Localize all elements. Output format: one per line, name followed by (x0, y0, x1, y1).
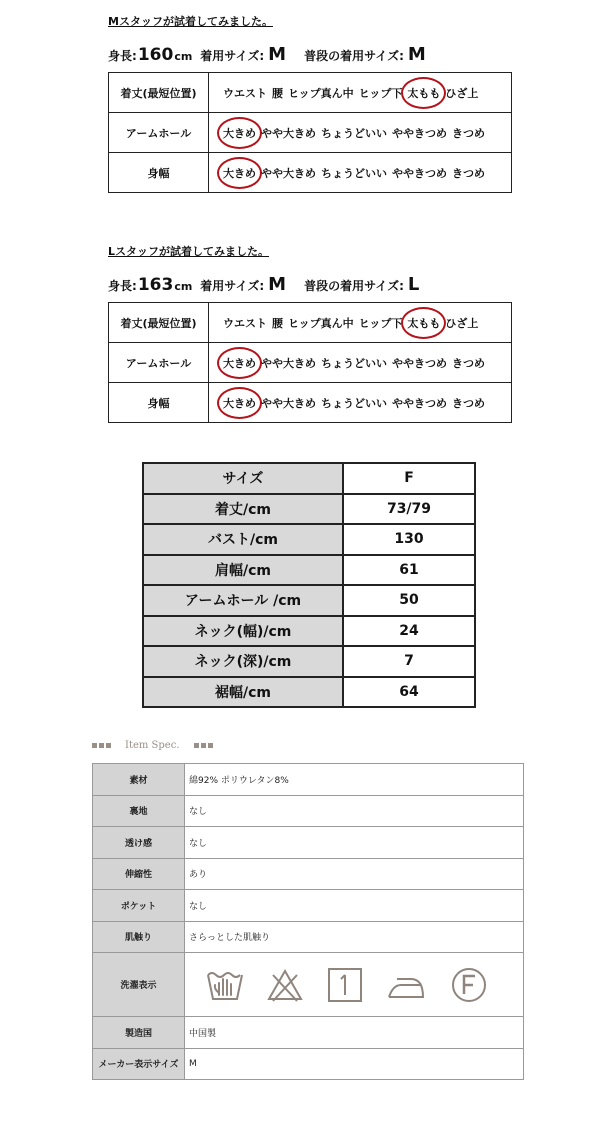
size-row (143, 524, 475, 555)
fit-option: ヒップ真ん中 (288, 316, 354, 330)
wear-size-label: 着用サイズ: (200, 279, 265, 293)
item-spec-title (92, 738, 215, 752)
usual-size: M (407, 44, 426, 65)
fit-option: やや大きめ (261, 126, 316, 140)
wear-size: M (268, 44, 287, 65)
fit-option: やや大きめ (261, 356, 316, 370)
care-icons (189, 965, 523, 1005)
spec-key: 裏地 (93, 795, 185, 827)
spec-value: なし (185, 795, 524, 827)
spec-value: M (185, 1048, 524, 1080)
height-unit: cm (174, 50, 193, 63)
size-header-value: F (343, 463, 475, 494)
fit-option: ヒップ真ん中 (288, 86, 354, 100)
spec-key: 洗濯表示 (93, 953, 185, 1017)
fit-row (109, 113, 512, 153)
spec-value: あり (185, 858, 524, 890)
size-row (143, 646, 475, 677)
fit-row-label: 身幅 (109, 153, 209, 193)
size-row-value: 130 (343, 524, 475, 555)
size-row-label: バスト/cm (143, 524, 343, 555)
size-row-label: ネック(深)/cm (143, 646, 343, 677)
dry-clean-f-icon (449, 965, 489, 1005)
fit-option: やや大きめ (261, 396, 316, 410)
fit-option: きつめ (452, 166, 485, 180)
fit-row-options (209, 383, 512, 423)
size-row-label: 裾幅/cm (143, 677, 343, 708)
spec-key: メーカー表示サイズ (93, 1048, 185, 1080)
height-unit: cm (174, 280, 193, 293)
usual-size-label: 普段の着用サイズ: (304, 49, 404, 63)
size-row-value: 50 (343, 585, 475, 616)
spec-key: 素材 (93, 764, 185, 796)
spec-row (93, 1017, 524, 1049)
height-value: 163 (137, 275, 174, 295)
spec-row (93, 795, 524, 827)
fit-row-options (209, 343, 512, 383)
size-row (143, 677, 475, 708)
item-spec-table (92, 763, 524, 1080)
spec-key: 透け感 (93, 827, 185, 859)
fit-option: ヒップ下 (358, 86, 403, 100)
spec-value: なし (185, 890, 524, 922)
fit-option: ちょうどいい (321, 396, 387, 410)
spec-row (93, 827, 524, 859)
fit-option: ややきつめ (392, 166, 447, 180)
fit-row-options (209, 113, 512, 153)
size-row-value: 61 (343, 555, 475, 586)
fit-table (108, 72, 512, 193)
size-table-header (143, 463, 475, 494)
spec-row (93, 890, 524, 922)
spec-key: 伸縮性 (93, 858, 185, 890)
fit-row (109, 153, 512, 193)
fit-option-selected: 太もも (407, 86, 441, 100)
wear-size: M (268, 274, 287, 295)
fit-row-options (209, 303, 512, 343)
item-spec-title-text: Item Spec. (125, 739, 180, 751)
fit-option-selected: 大きめ (223, 166, 256, 180)
fit-option: ちょうどいい (321, 356, 387, 370)
hang-dry-icon (325, 965, 365, 1005)
staff-heading: Lスタッフが試着してみました。 (108, 245, 270, 258)
fit-option: きつめ (452, 356, 485, 370)
fit-row-options (209, 153, 512, 193)
size-row (143, 585, 475, 616)
size-row (143, 494, 475, 525)
spec-row (93, 1048, 524, 1080)
fit-option-selected: 大きめ (223, 356, 256, 370)
hand-wash-icon (205, 965, 245, 1005)
fit-row (109, 73, 512, 113)
fit-option: やや大きめ (261, 166, 316, 180)
fit-option-selected: 大きめ (223, 396, 256, 410)
spec-row (93, 858, 524, 890)
fit-option: ややきつめ (392, 126, 447, 140)
size-row-label: ネック(幅)/cm (143, 616, 343, 647)
spec-value: 中国製 (185, 1017, 524, 1049)
staff-block-l (108, 244, 512, 423)
fit-option: ヒップ下 (358, 316, 403, 330)
spec-key: ポケット (93, 890, 185, 922)
spec-row (93, 764, 524, 796)
size-row (143, 555, 475, 586)
fit-option: ひざ上 (445, 316, 479, 330)
spec-value: 綿92% ポリウレタン8% (185, 764, 524, 796)
wear-size-label: 着用サイズ: (200, 49, 265, 63)
fit-option: 腰 (272, 316, 283, 330)
fit-option: ちょうどいい (321, 166, 387, 180)
spec-key: 製造国 (93, 1017, 185, 1049)
spec-value: さらっとした肌触り (185, 921, 524, 953)
fit-table (108, 302, 512, 423)
size-row-value: 7 (343, 646, 475, 677)
fit-row-label: アームホール (109, 343, 209, 383)
height-label: 身長: (108, 49, 137, 63)
staff-info (108, 44, 512, 68)
fit-option: ちょうどいい (321, 126, 387, 140)
fit-option: ウエスト (223, 86, 267, 100)
size-row-label: 着丈/cm (143, 494, 343, 525)
size-header-label: サイズ (143, 463, 343, 494)
fit-row-label: 着丈(最短位置) (109, 303, 209, 343)
size-row-value: 64 (343, 677, 475, 708)
fit-row-label: 着丈(最短位置) (109, 73, 209, 113)
size-row-value: 24 (343, 616, 475, 647)
size-table (142, 462, 476, 708)
fit-option-selected: 大きめ (223, 126, 256, 140)
spec-row (93, 953, 524, 1017)
usual-size-label: 普段の着用サイズ: (304, 279, 404, 293)
staff-heading: Mスタッフが試着してみました。 (108, 15, 273, 28)
size-row-value: 73/79 (343, 494, 475, 525)
low-iron-icon (385, 965, 429, 1005)
fit-option: きつめ (452, 126, 485, 140)
size-row-label: 肩幅/cm (143, 555, 343, 586)
size-row (143, 616, 475, 647)
height-label: 身長: (108, 279, 137, 293)
staff-block-m (108, 14, 512, 193)
spec-key: 肌触り (93, 921, 185, 953)
fit-row (109, 383, 512, 423)
fit-option: ウエスト (223, 316, 267, 330)
spec-value: なし (185, 827, 524, 859)
fit-option: 腰 (272, 86, 283, 100)
fit-row-options (209, 73, 512, 113)
fit-option: ややきつめ (392, 356, 447, 370)
size-row-label: アームホール /cm (143, 585, 343, 616)
height-value: 160 (137, 45, 174, 65)
fit-row-label: アームホール (109, 113, 209, 153)
fit-option-selected: 太もも (407, 316, 441, 330)
fit-row-label: 身幅 (109, 383, 209, 423)
fit-row (109, 343, 512, 383)
spec-value (185, 953, 524, 1017)
fit-row (109, 303, 512, 343)
staff-info (108, 274, 512, 298)
fit-option: ややきつめ (392, 396, 447, 410)
usual-size: L (407, 274, 420, 295)
no-bleach-icon (265, 965, 305, 1005)
fit-option: ひざ上 (445, 86, 479, 100)
fit-option: きつめ (452, 396, 485, 410)
spec-row (93, 921, 524, 953)
